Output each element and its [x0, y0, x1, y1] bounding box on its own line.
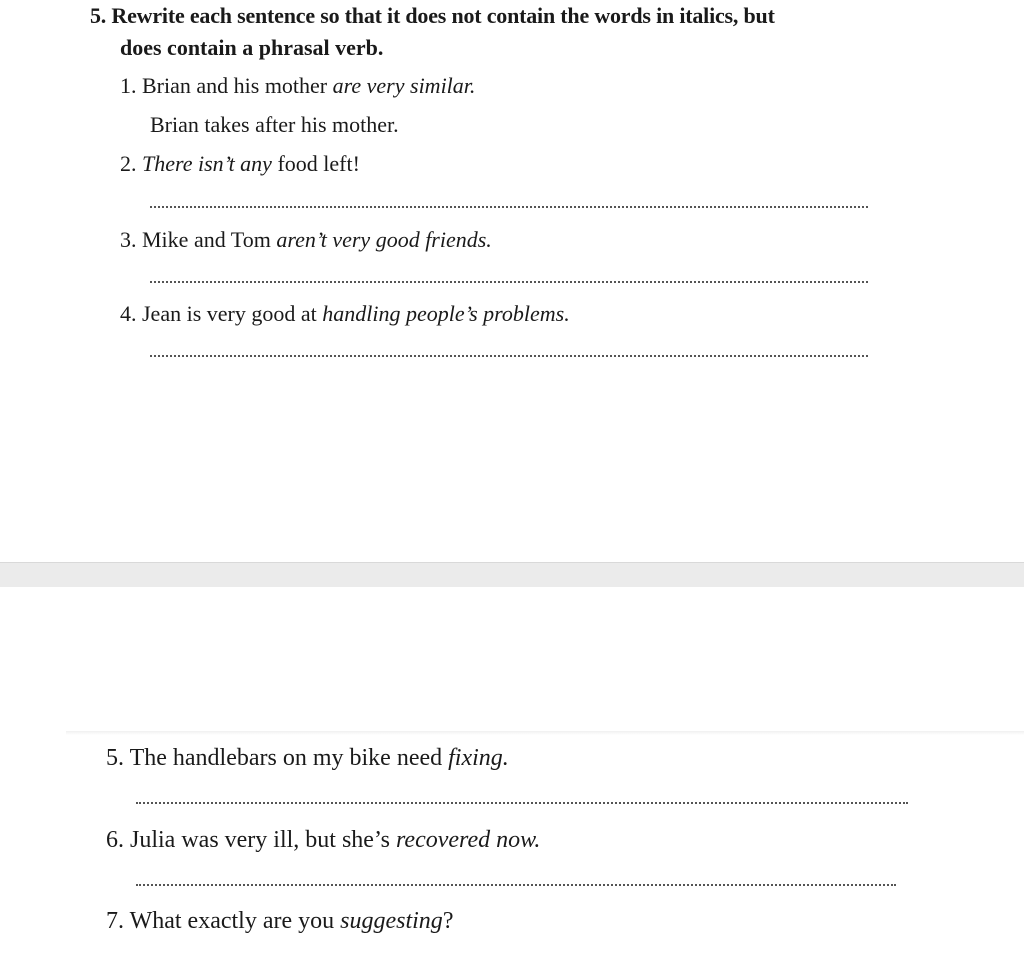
item-2-answer-line[interactable]: [150, 206, 868, 208]
item-italic-text: handling people’s problems.: [322, 301, 570, 326]
item-italic-text: are very similar.: [332, 73, 476, 98]
exercise-instruction-line2: does contain a phrasal verb.: [120, 35, 384, 60]
item-text: Julia was very ill, but she’s: [130, 827, 396, 853]
item-text-after: food left!: [271, 151, 360, 176]
item-5-prompt: [106, 744, 509, 772]
item-2-prompt: [120, 150, 360, 178]
item-italic-text: suggesting: [340, 908, 443, 934]
item-text: Brian and his mother: [142, 73, 333, 98]
item-3-answer-line[interactable]: [150, 281, 868, 283]
item-text: Mike and Tom: [142, 227, 277, 252]
item-1-prompt: [120, 72, 475, 100]
item-italic-text: There isn’t any: [142, 151, 272, 176]
item-italic-text: aren’t very good friends.: [276, 227, 492, 252]
item-text-after: ?: [442, 908, 454, 934]
item-4-answer-line[interactable]: [150, 355, 868, 357]
item-text: Jean is very good at: [142, 301, 323, 326]
item-4-prompt: [120, 300, 570, 328]
item-number: 6.: [106, 827, 124, 853]
item-number: 7.: [106, 908, 124, 934]
page-edge-shadow: [66, 731, 1024, 735]
item-3-prompt: [120, 226, 492, 254]
item-number: 2.: [120, 151, 137, 176]
exercise-instruction-line1: Rewrite each sentence so that it does not contain the words in italics, but: [111, 3, 775, 28]
exercise-heading: [90, 2, 775, 30]
item-1-answer: Brian takes after his mother.: [150, 112, 399, 137]
item-7-prompt: [106, 907, 453, 935]
item-number: 5.: [106, 745, 124, 771]
item-number: 4.: [120, 301, 137, 326]
item-text: The handlebars on my bike need: [129, 745, 449, 771]
worksheet-page-bottom: [0, 587, 1024, 957]
item-text: What exactly are you: [129, 908, 341, 934]
item-6-answer-line[interactable]: [136, 884, 896, 886]
item-number: 1.: [120, 73, 137, 98]
item-number: 3.: [120, 227, 137, 252]
item-5-answer-line[interactable]: [136, 802, 908, 804]
page-divider: [0, 562, 1024, 588]
item-italic-text: recovered now.: [395, 827, 541, 853]
exercise-number: 5.: [90, 3, 107, 28]
item-italic-text: fixing.: [448, 745, 509, 771]
item-6-prompt: [106, 826, 540, 854]
